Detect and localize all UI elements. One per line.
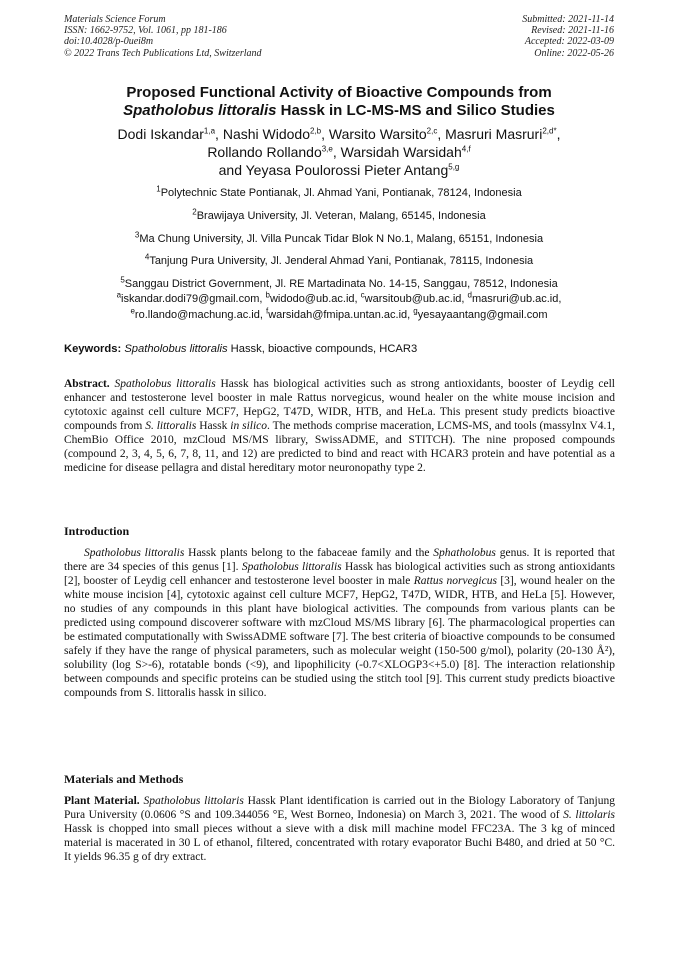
affiliation-list: [0, 186, 678, 300]
introduction-paragraph: [64, 546, 615, 701]
email-sup: f: [265, 305, 269, 315]
affiliation-text: Polytechnic State Pontianak, Jl. Ahmad Yani, Pontianak, 78124, Indonesia: [160, 187, 522, 199]
email-link[interactable]: warsidah@fmipa.untan.ac.id: [268, 308, 408, 321]
journal-issn: ISSN: 1662-9752, Vol. 1061, pp 181-186: [64, 25, 227, 37]
journal-doi: doi:10.4028/p-0uei8m: [64, 36, 154, 48]
affiliation-num: 1: [156, 184, 161, 194]
affiliation-text: Tanjung Pura University, Jl. Jenderal Ahmad Yani, Pontianak, 78115, Indonesia: [149, 255, 534, 268]
author-name: Masruri Masruri: [445, 126, 543, 142]
keywords-rest: Hassk, bioactive compounds, HCAR3: [227, 343, 418, 355]
email-sup: a: [116, 290, 122, 300]
date-revised: Revised: 2021-11-16: [531, 25, 614, 37]
author-name: Dodi Iskandar: [117, 126, 204, 142]
email-link[interactable]: masruri@ub.ac.id: [472, 293, 559, 305]
author-sup: 3,e: [321, 144, 333, 154]
author-sup: 4,f: [461, 144, 471, 154]
plant-material-label: Plant Material.: [64, 795, 140, 807]
email-link[interactable]: iskandar.dodi79@gmail.com: [121, 293, 260, 305]
date-online: Online: 2022-05-26: [534, 47, 614, 59]
email-link[interactable]: ro.llando@machung.ac.id: [134, 308, 260, 321]
submission-dates: [522, 14, 614, 59]
email-list: [40, 292, 638, 323]
author-name: Yeyasa Poulorossi Pieter Antang: [245, 162, 449, 178]
author-line-3: [0, 161, 678, 179]
journal-copyright: © 2022 Trans Tech Publications Ltd, Switzerland: [64, 47, 262, 59]
author-sup: 2,b: [309, 126, 322, 136]
intro-text: Hassk has biological activities such as strong antioxidants [2], booster of Leydig cell enhancer and testosterone level booster in male: [64, 561, 615, 588]
author-sup: 5,g: [448, 162, 460, 172]
affiliation: [0, 254, 678, 277]
abstract-label: Abstract.: [64, 378, 110, 390]
abstract-text: . The methods comprise maceration, LCMS-MS, and tools (massylnx V4.1, ChemBio Office 2010, mzCloud MS/MS library, SwissADME, and STITCH). The nine proposed compounds (compound 2, 3, 4, 5, 6, 7, 8, 11, and 12) are predicted to bind and react with HCAR3 protein and have potential as a medicine for disease pellagra and distal hereditary motor neuronopathy type 2.: [64, 420, 615, 475]
keywords-species: Spatholobus littoralis: [124, 343, 228, 355]
date-submitted: Submitted: 2021-11-14: [522, 14, 614, 25]
email-link[interactable]: warsitoub@ub.ac.id: [364, 293, 462, 305]
title-species: Spatholobus littoralis: [123, 102, 277, 119]
author-list: [0, 125, 678, 179]
affiliation-num: 3: [134, 229, 140, 239]
abstract-italic: in silico: [230, 420, 268, 433]
methods-heading: Materials and Methods: [64, 772, 184, 786]
affiliation-text: Sanggau District Government, Jl. RE Martadinata No. 14-15, Sanggau, 78512, Indonesia: [124, 278, 558, 291]
methods-text: Hassk is chopped into small pieces without a sieve with a disk mill machine model FFC23A. The 3 kg of minced material is macerated in 30 L of ethanol, filtered, concentrated with rotary evaporator Buchi B480, and dried at 50 °C. It yields 96.35 g of dry extract.: [64, 823, 615, 864]
affiliation-text: Ma Chung University, Jl. Villa Puncak Tidar Blok N No.1, Malang, 65151, Indonesia: [139, 232, 544, 245]
abstract-italic: Spatholobus littoralis: [114, 378, 216, 390]
abstract-text: Hassk: [196, 420, 231, 433]
plant-material-paragraph: [64, 794, 615, 864]
affiliation-num: 5: [120, 275, 125, 285]
affiliation-num: 2: [192, 207, 197, 217]
email-sup: g: [413, 305, 418, 315]
author-name: Warsito Warsito: [328, 126, 427, 142]
journal-info: [64, 14, 262, 59]
intro-text: genus. It is reported that there are 34 species of this genus [1].: [64, 547, 615, 574]
keywords: [64, 342, 624, 356]
affiliation-num: 4: [144, 252, 150, 262]
email-sup: d: [467, 290, 472, 300]
author-name: Rollando Rollando: [207, 144, 322, 160]
affiliation: [0, 229, 678, 255]
intro-text: Hassk plants belong to the fabaceae family and the: [184, 547, 434, 559]
journal-name: Materials Science Forum: [64, 14, 166, 25]
methods-italic: S. littolaris: [563, 809, 615, 822]
email-line-2: $^e$ro.llando@machung.ac.id, $^f$warsidah@fmipa.untan.ac.id, $^g$yesayaantang@gmail.com: [130, 305, 548, 321]
author-sup: 2,c: [426, 126, 438, 136]
intro-italic: Spatholobus littoralis: [84, 547, 185, 559]
title-line-1: Proposed Functional Activity of Bioactive Compounds from: [126, 84, 552, 101]
title-rest: Hassk in LC-MS-MS and Silico Studies: [276, 102, 555, 119]
author-line-1: Dodi Iskandar$^{1,a}$, Nashi Widodo$^{2,b}$, Warsito Warsito$^{2,c}$, Masruri Masruri$^{2,d*}$,: [117, 126, 561, 142]
intro-italic: Sphatholobus: [433, 547, 496, 559]
email-sup: e: [130, 305, 135, 315]
intro-italic: Rattus norvegicus: [413, 575, 497, 588]
email-link[interactable]: widodo@ub.ac.id: [269, 293, 355, 305]
author-name: Warsidah Warsidah: [340, 144, 462, 160]
affiliation: [0, 209, 678, 232]
abstract-text: Hassk has biological activities such as strong antioxidants, booster of Leydig cell enhancer and testosterone level booster in male Rattus norvegicus, wound healer on the white mouse incision and cytotoxic against cell culture MCF7, HepG2, T47D, WIDR, HTB, and HeLa. This present study predicts bioactive compounds from: [64, 378, 616, 433]
abstract-italic: S. littoralis: [145, 420, 197, 433]
intro-text: [3], wound healer on the white mouse incision [4], cytotoxic against cell culture MCF7, HepG2, T47D, WIDR, HTB, and HeLa [5]. However, no studies of any compounds in this plant have biological activities. The compounds from various plants can be predicted using compound discoverer software with mzCloud MS/MS library [6]. The pharmacological properties can be estimated computationally with SwissADME software [7]. The best criteria of bioactive compounds to be consumed safely if they have the range of physical parameters, such as molecular weight (150-500 g/mol), polarity (20-130 Å²), solubility (log S>-6), rotatable bonds (<9), and lipophilicity (-0.7<XLOGP3<+5.0) [8]. The interaction relationship between compounds and specific proteins can be studied using the stitch tool [9]. This current study predicts bioactive compounds from S. littoralis hassk in silico.: [64, 575, 615, 700]
email-sup: c: [360, 290, 365, 300]
affiliation: [0, 186, 678, 209]
keywords-label: Keywords:: [64, 343, 122, 355]
title-line-2: [0, 102, 678, 120]
author-name: Nashi Widodo: [222, 126, 310, 142]
author-connector: and: [218, 162, 242, 178]
paper-title: [0, 84, 678, 120]
introduction-heading: Introduction: [64, 524, 130, 538]
author-sup: 1,a: [203, 126, 216, 136]
intro-italic: Spatholobus littoralis: [241, 561, 342, 574]
date-accepted: Accepted: 2022-03-09: [524, 36, 614, 48]
email-link[interactable]: yesayaantang@gmail.com: [417, 308, 548, 321]
affiliation-text: Brawijaya University, Jl. Veteran, Malang, 65145, Indonesia: [196, 209, 486, 222]
author-sup: 2,d*: [542, 126, 557, 136]
email-line-1: $^a$iskandar.dodi79@gmail.com, $^b$widodo@ub.ac.id, $^c$warsitoub@ub.ac.id, $^d$masruri@ub.ac.id,: [116, 290, 562, 305]
methods-italic: Spatholobus littolaris: [143, 795, 244, 807]
author-line-2: Rollando Rollando$^{3,e}$, Warsidah Warsidah$^{4,f}$: [207, 144, 471, 160]
methods-text: Hassk Plant identification is carried out in the Biology Laboratory of Tanjung Pura University (0.0606 °S and 109.344056 °E, West Borneo, Indonesia) on March 3, 2021. The wood of: [64, 795, 615, 822]
abstract: [64, 377, 615, 475]
email-sup: b: [265, 290, 270, 300]
